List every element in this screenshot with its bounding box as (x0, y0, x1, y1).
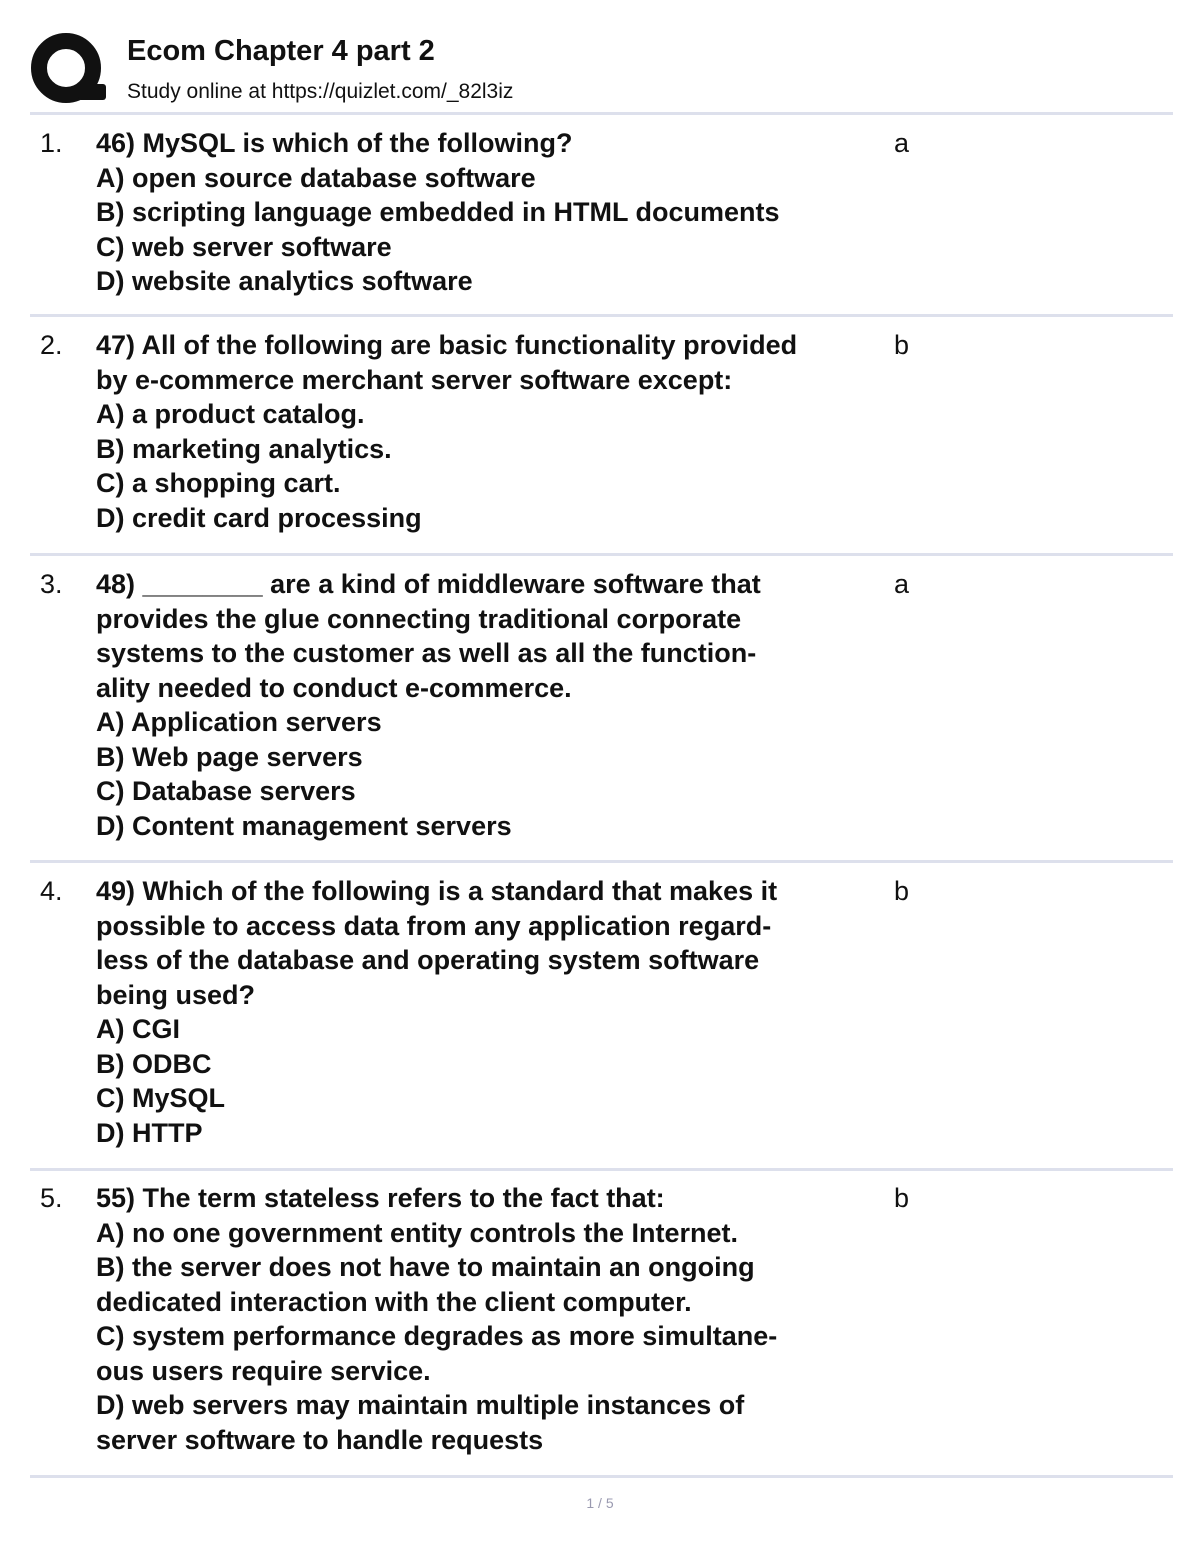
question-line: C) Database servers (96, 776, 356, 806)
card-number: 4. (40, 876, 63, 906)
question-line: by e-commerce merchant server software except: (96, 364, 733, 395)
card-number: 1. (40, 128, 63, 158)
question-line: A) open source database software (96, 162, 536, 193)
question-line: C) MySQL (96, 1083, 226, 1113)
divider (30, 553, 1173, 556)
question-line: C) a shopping cart. (96, 468, 341, 498)
question-line: D) website analytics software (96, 266, 473, 296)
question-line: server software to handle requests (96, 1424, 544, 1455)
question-line: being used? (96, 979, 256, 1010)
question-line: B) Web page servers (96, 741, 363, 772)
question-line: 46) MySQL is which of the following? (96, 128, 573, 158)
question-text (96, 1181, 888, 1457)
question-text (96, 874, 888, 1150)
divider (30, 112, 1173, 115)
question-line: less of the database and operating system software (96, 945, 760, 975)
question-line: C) system performance degrades as more simultane- (96, 1321, 778, 1351)
question-line: C) web server software (96, 231, 392, 262)
question-line: 49) Which of the following is a standard that makes it (96, 876, 778, 906)
question-line: 48) ________ are a kind of middleware software that (96, 569, 761, 599)
question-line: B) scripting language embedded in HTML documents (96, 197, 780, 227)
divider (30, 314, 1173, 317)
answer-text: a (894, 569, 910, 599)
question-line: B) ODBC (96, 1048, 212, 1079)
answer-text: b (894, 330, 910, 360)
question-line: possible to access data from any application regard- (96, 910, 772, 941)
question-line: A) CGI (96, 1014, 180, 1044)
question-text (96, 126, 888, 299)
answer-text: a (894, 128, 910, 158)
divider (30, 1168, 1173, 1171)
question-line: ous users require service. (96, 1355, 431, 1386)
question-line: 47) All of the following are basic functionality provided (96, 330, 798, 360)
card-number: 2. (40, 330, 63, 360)
question-line: B) marketing analytics. (96, 433, 392, 464)
quizlet-logo-icon (30, 32, 106, 108)
question-line: dedicated interaction with the client computer. (96, 1286, 692, 1317)
page-number: 1 / 5 (586, 1495, 614, 1511)
question-line: provides the glue connecting traditional corporate (96, 603, 742, 634)
question-line: 55) The term stateless refers to the fact that: (96, 1183, 665, 1213)
question-line: A) a product catalog. (96, 399, 365, 429)
question-line: A) no one government entity controls the Internet. (96, 1217, 739, 1248)
question-line: D) Content management servers (96, 810, 512, 841)
page-subtitle: Study online at https://quizlet.com/_82l3iz (127, 80, 514, 103)
answer-text: b (894, 876, 910, 906)
question-line: D) HTTP (96, 1117, 203, 1148)
question-line: systems to the customer as well as all the function- (96, 638, 757, 668)
card-number: 3. (40, 569, 63, 599)
question-line: B) the server does not have to maintain an ongoing (96, 1252, 755, 1282)
question-line: ality needed to conduct e-commerce. (96, 672, 572, 703)
question-line: A) Application servers (96, 707, 382, 737)
answer-text: b (894, 1183, 910, 1213)
question-line: D) credit card processing (96, 502, 422, 533)
card-number: 5. (40, 1183, 63, 1213)
divider (30, 860, 1173, 863)
divider (30, 1475, 1173, 1478)
question-text (96, 328, 888, 535)
page-title: Ecom Chapter 4 part 2 (127, 35, 435, 67)
question-line: D) web servers may maintain multiple instances of (96, 1390, 745, 1420)
question-text (96, 567, 888, 843)
